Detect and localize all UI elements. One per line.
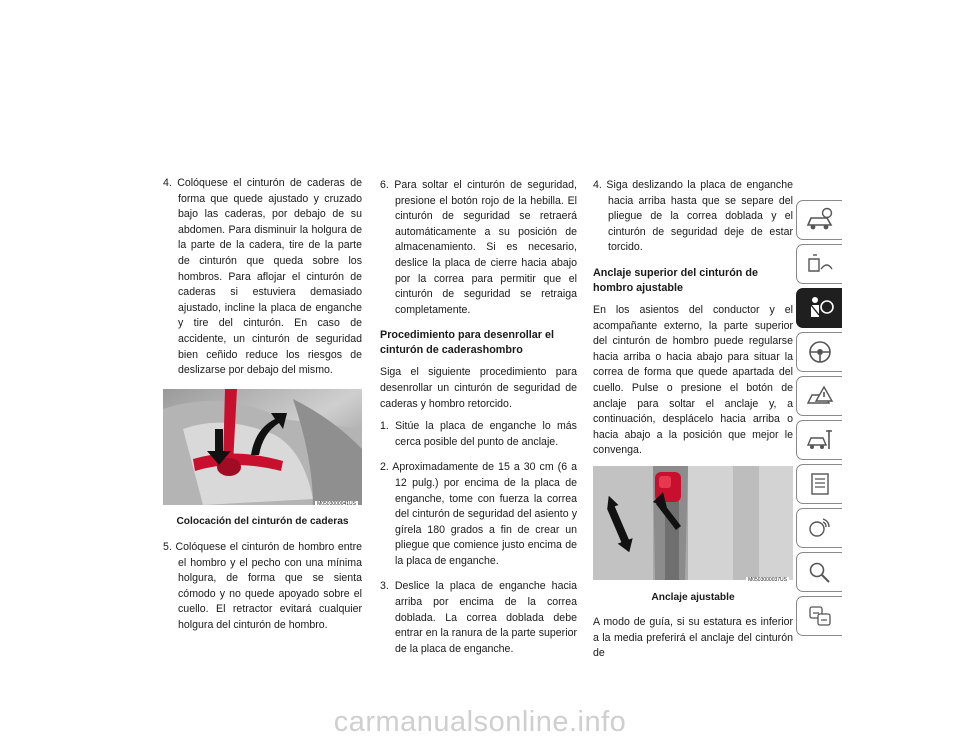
figure-adjustable-anchor bbox=[593, 466, 793, 586]
dashboard-lights-icon bbox=[805, 251, 835, 277]
car-info-icon bbox=[805, 207, 835, 233]
figure-caption: Anclaje ajustable bbox=[651, 591, 735, 603]
tab-dashboard-lights[interactable] bbox=[796, 244, 842, 284]
airbag-seatbelt-icon bbox=[805, 295, 835, 321]
tab-maintenance-checklist[interactable] bbox=[796, 464, 842, 504]
adjustable-anchor-photo bbox=[593, 466, 793, 580]
column-1 bbox=[163, 176, 362, 643]
step-6-release-belt bbox=[380, 178, 577, 318]
figure-code: M0503000037US bbox=[748, 576, 787, 583]
section-intro: Siga el siguiente procedimiento para desenrollar un cinturón de seguridad de caderas y hombro retorcido. bbox=[380, 366, 577, 410]
step-number: 6. bbox=[380, 179, 389, 191]
tab-steering-wheel[interactable] bbox=[796, 332, 842, 372]
step-number: 4. bbox=[593, 179, 602, 191]
step-text: Aproximadamente de 15 a 30 cm (6 a 12 pulg.) por encima de la placa de enganche, tome con fuerza la correa del cinturón de seguridad del asiento y gírela 180 grados a fin de crear un pliegue que comience justo encima de la placa de enganche. bbox=[392, 461, 578, 567]
search-index-icon bbox=[805, 559, 835, 585]
list-item bbox=[380, 419, 577, 450]
step-text: Deslice la placa de enganche hacia arriba por encima de la correa doblada. La correa doblada debe entrar en la ranura de la parte superior de la placa de enganche. bbox=[394, 580, 578, 655]
figure-caption: Colocación del cinturón de caderas bbox=[176, 516, 349, 528]
maintenance-checklist-icon bbox=[805, 471, 835, 497]
step-number: 4. bbox=[163, 177, 172, 189]
multimedia-icon bbox=[805, 515, 835, 541]
steering-wheel-icon bbox=[805, 339, 835, 365]
language-icon bbox=[805, 603, 835, 629]
lap-belt-photo bbox=[163, 389, 362, 508]
list-item bbox=[380, 460, 577, 569]
tab-airbag-seatbelt[interactable] bbox=[796, 288, 842, 328]
step-text: Siga deslizando la placa de enganche hacia arriba hasta que se separe del pliegue de la correa doblada y el cinturón de seguridad deje de estar torcido. bbox=[606, 179, 793, 254]
step-number: 2. bbox=[380, 461, 389, 474]
step-number: 1. bbox=[380, 420, 389, 433]
list-item bbox=[380, 579, 577, 657]
emergency-warning-icon bbox=[805, 383, 835, 409]
section-heading-untwist: Procedimiento para desenrollar el cinturón de caderashombro bbox=[380, 329, 555, 357]
car-service-icon bbox=[805, 427, 835, 453]
section-heading-anchor: Anclaje superior del cinturón de hombro ajustable bbox=[593, 266, 758, 294]
tab-multimedia[interactable] bbox=[796, 508, 842, 548]
watermark: carmanualsonline.info bbox=[333, 706, 627, 738]
step-number: 5. bbox=[163, 540, 172, 553]
figure-lap-belt bbox=[163, 389, 362, 511]
chapter-tabs bbox=[796, 200, 842, 640]
tab-car-info[interactable] bbox=[796, 200, 842, 240]
column-3 bbox=[593, 178, 793, 669]
step-number: 3. bbox=[380, 580, 389, 593]
step-text: Para soltar el cinturón de seguridad, presione el botón rojo de la hebilla. El cinturón de seguridad se retraerá automáticamente a su posición de almacenamiento. Si es necesario, deslice la placa de cierre hacia abajo por la correa para permitir que el cinturón de seguridad se retraiga completamente. bbox=[394, 179, 577, 316]
column-2 bbox=[380, 178, 577, 667]
tab-car-service[interactable] bbox=[796, 420, 842, 460]
tab-language[interactable] bbox=[796, 596, 842, 636]
tab-emergency-warning[interactable] bbox=[796, 376, 842, 416]
tab-search-index[interactable] bbox=[796, 552, 842, 592]
step-4-lap-belt bbox=[163, 176, 362, 379]
step-text: Sitúe la placa de enganche lo más cerca posible del punto de anclaje. bbox=[395, 420, 577, 448]
step-5-shoulder-belt bbox=[163, 540, 362, 634]
section-paragraph: En los asientos del conductor y el acompañante externo, la parte superior del cinturón de hombro puede regularse hacia arriba o hacia abajo para situar la correa de forma que quede apartada del cuello. Pulse o presione el botón de anclaje para soltar el anclaje y, a continuación, desplácelo hacia arriba o hacia abajo a la posición que mejor le convenga. bbox=[593, 303, 793, 457]
step-4-continue-sliding bbox=[593, 178, 793, 256]
section-paragraph: A modo de guía, si su estatura es inferior a la media preferirá el anclaje del cinturón de bbox=[593, 616, 793, 660]
step-text: Colóquese el cinturón de caderas de forma que quede ajustado y cruzado bajo las caderas, por debajo de su abdomen. Para disminuir la holgura de la parte de la cadera, tire de la parte de cinturón que queda sobre los hombros. Para aflojar el cinturón de caderas si estuviera demasiado ajustado, incline la placa de enganche y tire del cinturón. En caso de accidente, un cinturón de seguridad bien ceñido reduce los riesgos de deslizarse por debajo del mismo. bbox=[177, 177, 362, 377]
step-text: Colóquese el cinturón de hombro entre el hombro y el pecho con una mínima holgura, de forma que se sienta cómodo y no quede apoyado sobre el cuello. El retractor evitará cualquier holgura del cinturón de hombro. bbox=[175, 540, 362, 631]
figure-code: M0503000041US bbox=[317, 501, 356, 508]
